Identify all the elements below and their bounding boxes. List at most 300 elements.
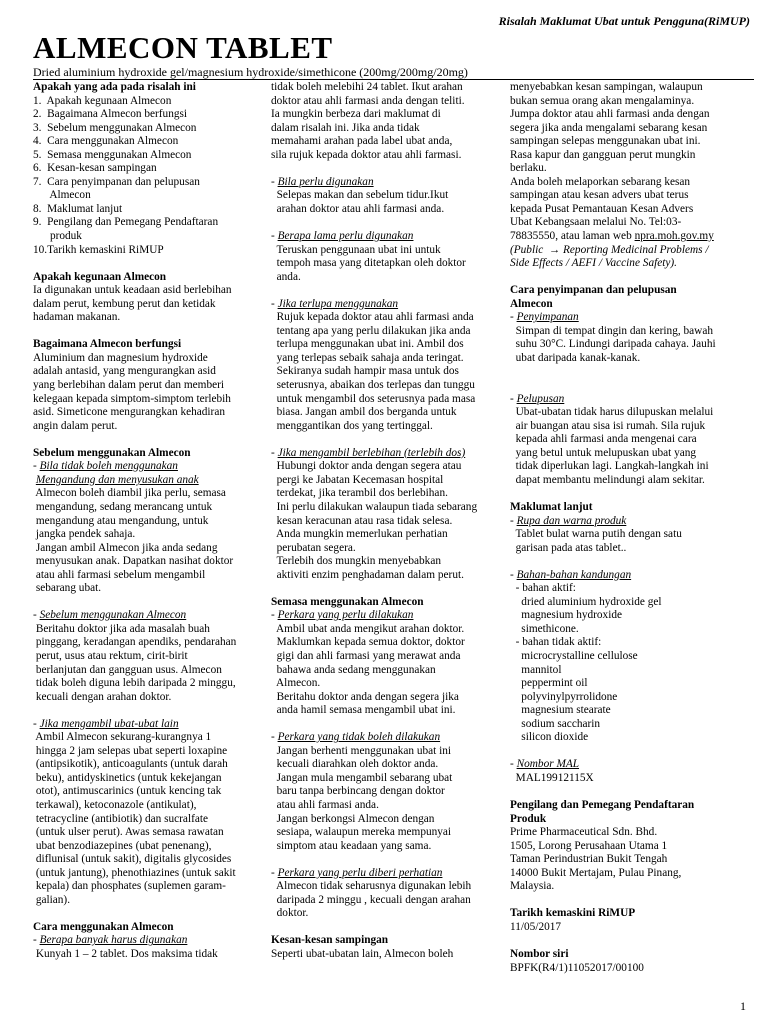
- text-line: [510, 636, 755, 650]
- text-line: [510, 203, 755, 217]
- text-line: [271, 528, 507, 542]
- text-line: [271, 122, 507, 136]
- subheading-underlined: Perkara yang tidak boleh dilakukan: [277, 731, 441, 744]
- line-text: pergi ke Jabatan Kecemasan hospital: [271, 473, 444, 486]
- section-heading: [510, 284, 755, 298]
- text-line: [271, 95, 507, 109]
- line-text: Selepas makan dan sebelum tidur.Ikut: [271, 189, 449, 202]
- text-line: [510, 542, 755, 556]
- text-line: [33, 677, 273, 691]
- text-line: [33, 379, 273, 393]
- text-line: [510, 460, 755, 474]
- line-text: 2. Bagaimana Almecon berfungsi: [33, 108, 188, 121]
- line-text: Semasa menggunakan Almecon: [271, 595, 424, 608]
- line-text: Prime Pharmaceutical Sdn. Bhd.: [510, 826, 658, 839]
- text-line: [271, 569, 507, 583]
- text-line: [510, 609, 755, 623]
- text-line: [510, 677, 755, 691]
- text-line: [33, 244, 273, 258]
- line-text: Jangan berkongsi Almecon dengan: [271, 812, 435, 825]
- text-line: [510, 338, 755, 352]
- text-line: [33, 365, 273, 379]
- line-text: -: [33, 460, 40, 473]
- text-line: [510, 691, 755, 705]
- text-line: [510, 257, 755, 271]
- text-line: [271, 840, 507, 854]
- text-line: [510, 623, 755, 637]
- text-line: [33, 284, 273, 298]
- text-line: [510, 840, 755, 854]
- text-line: [271, 515, 507, 529]
- text-line: [33, 393, 273, 407]
- text-line: [33, 501, 273, 515]
- line-text: Maklumkan kepada semua doktor, doktor: [271, 636, 465, 649]
- line-text: Nombor siri: [510, 948, 569, 960]
- line-text: angin dalam perut.: [33, 419, 118, 432]
- text-line: [271, 135, 507, 149]
- text-line: [271, 636, 507, 650]
- line-text: doktor.: [271, 907, 309, 920]
- spacer: [271, 216, 507, 230]
- line-text: (Public → Reporting Medicinal Problems /: [510, 243, 709, 256]
- section-heading: [271, 934, 507, 948]
- line-text: untuk mengambil dos seterusnya pada masa: [271, 392, 476, 405]
- text-line: [510, 704, 755, 718]
- text-line: [33, 799, 273, 813]
- text-line: [33, 542, 273, 556]
- text-line: [33, 487, 273, 501]
- line-text: sampingan atau kesan advers ubat terus: [510, 189, 689, 202]
- subheading-underlined: Bila tidak boleh menggunakan: [39, 460, 178, 473]
- text-line: [271, 406, 507, 420]
- line-text: gigi dan ahli farmasi yang merawat anda: [271, 649, 461, 662]
- line-text: Produk: [510, 812, 547, 825]
- line-text: Tarikh kemaskini RiMUP: [510, 907, 636, 920]
- text-line: [271, 813, 507, 827]
- line-text: suhu 30°C. Lindungi daripada cahaya. Jauhi: [510, 338, 716, 351]
- line-text: perut, usus atau rektum, cirit-birit: [33, 649, 188, 662]
- text-line: [33, 948, 273, 962]
- text-line: [271, 230, 507, 244]
- header-line: Risalah Maklumat Ubat untuk Pengguna(RiMUP): [498, 14, 750, 28]
- text-line: [510, 162, 755, 176]
- spacer: [33, 704, 273, 718]
- subheading-underlined: Berapa lama perlu digunakan: [277, 230, 414, 243]
- text-line: [33, 149, 273, 163]
- line-text: Aluminium dan magnesium hydroxide: [33, 351, 208, 364]
- line-text: -: [33, 717, 40, 730]
- text-line: [271, 257, 507, 271]
- line-text: simptom atau keadaan yang sama.: [271, 839, 432, 852]
- section-heading: [510, 948, 755, 962]
- text-line: [271, 867, 507, 881]
- line-text: MAL19912115X: [510, 771, 594, 784]
- line-text: -: [510, 758, 517, 771]
- text-line: [33, 650, 273, 664]
- text-line: [271, 447, 507, 461]
- line-text: 5. Semasa menggunakan Almecon: [33, 148, 192, 161]
- line-text: Beritahu doktor anda dengan segera jika: [271, 690, 459, 703]
- line-text: Anda mungkin memerlukan perhatian: [271, 528, 448, 541]
- text-line: [510, 718, 755, 732]
- section-heading: [33, 447, 273, 461]
- line-text: beku), antidyskinetics (untuk kekejangan: [33, 771, 222, 784]
- text-line: [271, 664, 507, 678]
- line-text: polyvinylpyrrolidone: [510, 690, 618, 703]
- line-text: -: [510, 514, 517, 527]
- line-text: doktor atau ahli farmasi anda dengan teliti.: [271, 94, 465, 107]
- line-text: adalah antasid, yang mengurangkan asid: [33, 365, 216, 378]
- subheading-underlined: Penyimpanan: [516, 311, 579, 324]
- website-link[interactable]: npra.moh.gov.my: [634, 230, 714, 243]
- line-text: yang berlebihan dalam perut dan memberi: [33, 379, 225, 392]
- text-line: [510, 596, 755, 610]
- text-line: [33, 623, 273, 637]
- text-line: [33, 460, 273, 474]
- line-text: 3. Sebelum menggunakan Almecon: [33, 121, 197, 134]
- line-text: Ambil ubat anda mengikut arahan doktor.: [271, 622, 465, 635]
- line-text: kelegaan kepada simptom-simptom terlebih: [33, 392, 231, 405]
- text-line: [271, 365, 507, 379]
- line-text: hadaman makanan.: [33, 311, 121, 324]
- text-line: [271, 420, 507, 434]
- line-text: Hubungi doktor anda dengan segera atau: [271, 460, 462, 473]
- subheading-underlined: Mengandung dan menyusukan anak: [35, 473, 199, 486]
- line-text: Ini perlu dilakukan walaupun tiada sebarang: [271, 500, 478, 513]
- line-text: Almecon: [33, 189, 91, 202]
- text-line: [33, 853, 273, 867]
- text-line: [510, 230, 755, 244]
- line-text: -: [271, 297, 278, 310]
- line-text: -: [271, 446, 278, 459]
- text-line: [33, 840, 273, 854]
- column-3: [510, 81, 755, 975]
- line-text: garisan pada atas tablet..: [510, 541, 627, 554]
- line-text: Sebelum menggunakan Almecon: [33, 446, 191, 459]
- line-text: Ia digunakan untuk keadaan asid berlebihan: [33, 284, 232, 297]
- spacer: [271, 853, 507, 867]
- line-text: atau ahli farmasi sebelum mengambil: [33, 568, 206, 581]
- line-text: tidak boleh melebihi 24 tablet. Ikut arahan: [271, 81, 463, 93]
- text-line: [510, 393, 755, 407]
- spacer: [271, 582, 507, 596]
- section-heading: [33, 271, 273, 285]
- line-text: pinggang, keradangan apendiks, pendarahan: [33, 636, 237, 649]
- line-text: tentang apa yang perlu dilakukan jika anda: [271, 324, 471, 337]
- line-text: 1505, Lorong Perusahaan Utama 1: [510, 839, 668, 852]
- text-line: [33, 176, 273, 190]
- line-text: asid. Simeticone mengurangkan kehadiran: [33, 406, 225, 419]
- subheading-underlined: Sebelum menggunakan Almecon: [39, 609, 187, 622]
- text-line: [33, 311, 273, 325]
- line-text: 11/05/2017: [510, 920, 562, 933]
- text-line: [510, 880, 755, 894]
- line-text: 4. Cara menggunakan Almecon: [33, 135, 179, 148]
- line-text: Rasa kapur dan gangguan perut mungkin: [510, 148, 696, 161]
- line-text: ubat benzodiazepines (ubat penenang),: [33, 839, 212, 852]
- spacer: [510, 487, 755, 501]
- subheading-underlined: Jika mengambil berlebihan (terlebih dos): [277, 446, 466, 459]
- line-text: sampingan selepas menggunakan ubat ini.: [510, 135, 701, 148]
- line-text: (untuk jantung), phenothiazines (untuk sakit: [33, 866, 236, 879]
- text-line: [510, 515, 755, 529]
- text-line: [33, 718, 273, 732]
- spacer: [510, 365, 755, 379]
- text-line: [271, 311, 507, 325]
- line-text: biasa. Jangan ambil dos berganda untuk: [271, 406, 457, 419]
- subheading-underlined: Perkara yang perlu diberi perhatian: [277, 866, 443, 879]
- text-line: [33, 867, 273, 881]
- text-line: [33, 135, 273, 149]
- text-line: [271, 691, 507, 705]
- line-text: Maklumat lanjut: [510, 500, 593, 513]
- text-line: [271, 555, 507, 569]
- line-text: Cara menggunakan Almecon: [33, 920, 174, 933]
- text-line: [271, 460, 507, 474]
- line-text: Anda boleh melaporkan sebarang kesan: [510, 175, 691, 188]
- line-text: sesiapa, walaupun mereka mempunyai: [271, 826, 452, 839]
- line-text: kecuali dengan arahan doktor.: [33, 690, 172, 703]
- line-text: arahan doktor atau ahli farmasi anda.: [271, 202, 445, 215]
- text-line: [33, 880, 273, 894]
- text-line: [510, 135, 755, 149]
- line-text: simethicone.: [510, 622, 579, 635]
- text-line: [33, 406, 273, 420]
- line-text: Almecon tidak seharusnya digunakan lebih: [271, 880, 472, 893]
- spacer: [33, 907, 273, 921]
- text-line: [33, 745, 273, 759]
- text-line: [271, 81, 507, 95]
- line-text: -: [271, 609, 278, 622]
- text-line: [33, 813, 273, 827]
- text-line: [510, 853, 755, 867]
- line-text: Seperti ubat-ubatan lain, Almecon boleh: [271, 948, 454, 960]
- text-line: [33, 758, 273, 772]
- line-text: aktiviti enzim penghadaman dalam perut.: [271, 568, 464, 581]
- line-text: Ubat-ubatan tidak harus dilupuskan melalui: [510, 406, 714, 419]
- text-line: [33, 609, 273, 623]
- line-text: Rujuk kepada doktor atau ahli farmasi anda: [271, 311, 474, 324]
- line-text: Malaysia.: [510, 880, 555, 893]
- text-line: [33, 203, 273, 217]
- line-text: kepada ahli farmasi anda mengenai cara: [510, 433, 697, 446]
- text-line: [510, 731, 755, 745]
- text-line: [271, 609, 507, 623]
- line-text: anda hamil semasa mengambil ubat ini.: [271, 704, 456, 717]
- text-line: [510, 325, 755, 339]
- section-heading: [33, 921, 273, 935]
- line-text: kepala) dan phosphates (suplemen garam-: [33, 880, 226, 893]
- line-text: -: [271, 175, 278, 188]
- column-1: [33, 81, 273, 962]
- text-line: [33, 555, 273, 569]
- line-text: -: [33, 609, 40, 622]
- line-text: -: [510, 568, 517, 581]
- line-text: mengandung atau mengandung, untuk: [33, 514, 209, 527]
- spacer: [33, 433, 273, 447]
- text-line: [33, 420, 273, 434]
- line-text: menyebabkan kesan sampingan, walaupun: [510, 81, 703, 93]
- line-text: menyusukan anak. Dapatkan nasihat doktor: [33, 555, 234, 568]
- text-line: [271, 338, 507, 352]
- line-text: Taman Perindustrian Bukit Tengah: [510, 853, 668, 866]
- section-heading: [510, 799, 755, 813]
- line-text: bukan semua orang akan mengalaminya.: [510, 94, 695, 107]
- line-text: (antipsikotik), anticoagulants (untuk darah: [33, 758, 228, 771]
- line-text: daripada 2 minggu , kecuali dengan arahan: [271, 893, 471, 906]
- spacer: [33, 257, 273, 271]
- text-line: [510, 149, 755, 163]
- text-line: [33, 636, 273, 650]
- text-line: [33, 189, 273, 203]
- line-text: jangka pendek sahaja.: [33, 528, 136, 541]
- spacer: [510, 894, 755, 908]
- line-text: galian).: [33, 893, 71, 906]
- spacer: [510, 379, 755, 393]
- text-line: [271, 393, 507, 407]
- text-line: [510, 189, 755, 203]
- text-line: [271, 352, 507, 366]
- line-text: dalam perut, kembung perut dan ketidak: [33, 297, 216, 310]
- spacer: [33, 596, 273, 610]
- line-text: tempoh masa yang ditetapkan oleh doktor: [271, 257, 466, 270]
- line-text: berlaku.: [510, 162, 547, 175]
- line-text: yang betul untuk melupuskan ubat yang: [510, 446, 697, 459]
- text-line: [33, 515, 273, 529]
- line-text: Sekiranya sudah hampir masa untuk dos: [271, 365, 459, 378]
- text-line: [271, 907, 507, 921]
- text-line: [271, 894, 507, 908]
- subheading-underlined: Berapa banyak harus digunakan: [39, 934, 188, 947]
- text-line: [271, 203, 507, 217]
- text-line: [33, 352, 273, 366]
- line-text: magnesium hydroxide: [510, 609, 623, 622]
- subheading-underlined: Jika terlupa menggunakan: [277, 297, 399, 310]
- text-line: [510, 826, 755, 840]
- text-line: [271, 108, 507, 122]
- text-line: [271, 785, 507, 799]
- line-text: -: [33, 934, 40, 947]
- column-2: [271, 81, 507, 962]
- text-line: [510, 650, 755, 664]
- text-line: [271, 772, 507, 786]
- line-text: BPFK(R4/1)11052017/00100: [510, 961, 644, 974]
- spacer: [33, 325, 273, 339]
- document-subtitle: Dried aluminium hydroxide gel/magnesium hydroxide/simethicone (200mg/200mg/20mg): [33, 65, 468, 79]
- line-text: Almecon: [510, 297, 553, 310]
- text-line: [510, 216, 755, 230]
- text-line: [33, 108, 273, 122]
- text-line: [33, 474, 273, 488]
- line-text: terdekat, jika terambil dos berlebihan.: [271, 487, 448, 500]
- line-text: air buangan atau sisa isi rumah. Sila rujuk: [510, 419, 706, 432]
- text-line: [510, 122, 755, 136]
- section-heading: [510, 501, 755, 515]
- subheading-underlined: Rupa dan warna produk: [516, 514, 627, 527]
- text-line: [33, 772, 273, 786]
- text-line: [510, 772, 755, 786]
- section-heading: [271, 596, 507, 610]
- subheading-underlined: Jika mengambil ubat-ubat lain: [39, 717, 179, 730]
- line-text: segera jika anda mengalami sebarang kesan: [510, 121, 708, 134]
- line-text: Terlebih dos mungkin menyebabkan: [271, 555, 441, 568]
- line-text: berlanjutan dan gangguan usus. Almecon: [33, 663, 222, 676]
- text-line: [271, 677, 507, 691]
- subheading-underlined: Perkara yang perlu dilakukan: [277, 609, 414, 622]
- text-line: [510, 420, 755, 434]
- text-line: [510, 582, 755, 596]
- line-text: 9. Pengilang dan Pemegang Pendaftaran: [33, 216, 219, 229]
- spacer: [510, 271, 755, 285]
- text-line: [271, 487, 507, 501]
- line-text: otot), antimuscarinics (untuk kencing tak: [33, 785, 222, 798]
- line-text: sebarang ubat.: [33, 582, 102, 595]
- line-text: Jangan mula mengambil sebarang ubat: [271, 771, 453, 784]
- text-line: [510, 758, 755, 772]
- text-line: [271, 271, 507, 285]
- line-text: dalam risalah ini. Jika anda tidak: [271, 121, 420, 134]
- line-text: 7. Cara penyimpanan dan pelupusan: [33, 175, 200, 188]
- text-line: [271, 704, 507, 718]
- text-line: [510, 867, 755, 881]
- text-line: [33, 934, 273, 948]
- text-line: [510, 352, 755, 366]
- line-text: yang terlepas sebaik sahaja anda teringat.: [271, 351, 464, 364]
- section-heading: [510, 907, 755, 921]
- spacer: [510, 934, 755, 948]
- text-line: [33, 664, 273, 678]
- line-text: microcrystalline cellulose: [510, 649, 638, 662]
- text-line: [271, 149, 507, 163]
- line-text: mannitol: [510, 663, 562, 676]
- text-line: [33, 785, 273, 799]
- line-text: silicon dioxide: [510, 731, 589, 744]
- line-text: baru tanpa berbincang dengan doktor: [271, 785, 445, 798]
- text-line: [33, 122, 273, 136]
- line-text: kepada Pusat Pemantauan Kesan Advers: [510, 202, 694, 215]
- spacer: [510, 555, 755, 569]
- line-text: -: [510, 311, 517, 324]
- text-line: [33, 894, 273, 908]
- line-text: mengandung, sedang merancang untuk: [33, 500, 213, 513]
- text-line: [510, 244, 755, 258]
- line-text: Bagaimana Almecon berfungsi: [33, 338, 182, 351]
- text-line: [271, 758, 507, 772]
- line-text: diflunisal (untuk sakit), digitalis glycosides: [33, 853, 232, 866]
- text-line: [33, 528, 273, 542]
- line-text: sila rujuk kepada doktor atau ahli farmasi.: [271, 148, 462, 161]
- text-line: [33, 216, 273, 230]
- text-line: [271, 501, 507, 515]
- text-line: [271, 745, 507, 759]
- text-line: [271, 826, 507, 840]
- text-line: [510, 108, 755, 122]
- text-line: [510, 921, 755, 935]
- line-text: Almecon.: [271, 677, 321, 690]
- line-text: Ia mungkin berbeza dari maklumat di: [271, 108, 441, 121]
- text-line: [510, 95, 755, 109]
- section-heading: [33, 81, 273, 95]
- subheading-underlined: Bila perlu digunakan: [277, 175, 374, 188]
- line-text: -: [271, 866, 278, 879]
- text-line: [510, 311, 755, 325]
- spacer: [271, 921, 507, 935]
- line-text: Jangan ambil Almecon jika anda sedang: [33, 541, 218, 554]
- text-line: [271, 176, 507, 190]
- text-line: [510, 664, 755, 678]
- line-text: - bahan tidak aktif:: [510, 636, 602, 649]
- subheading-underlined: Bahan-bahan kandungan: [516, 568, 632, 581]
